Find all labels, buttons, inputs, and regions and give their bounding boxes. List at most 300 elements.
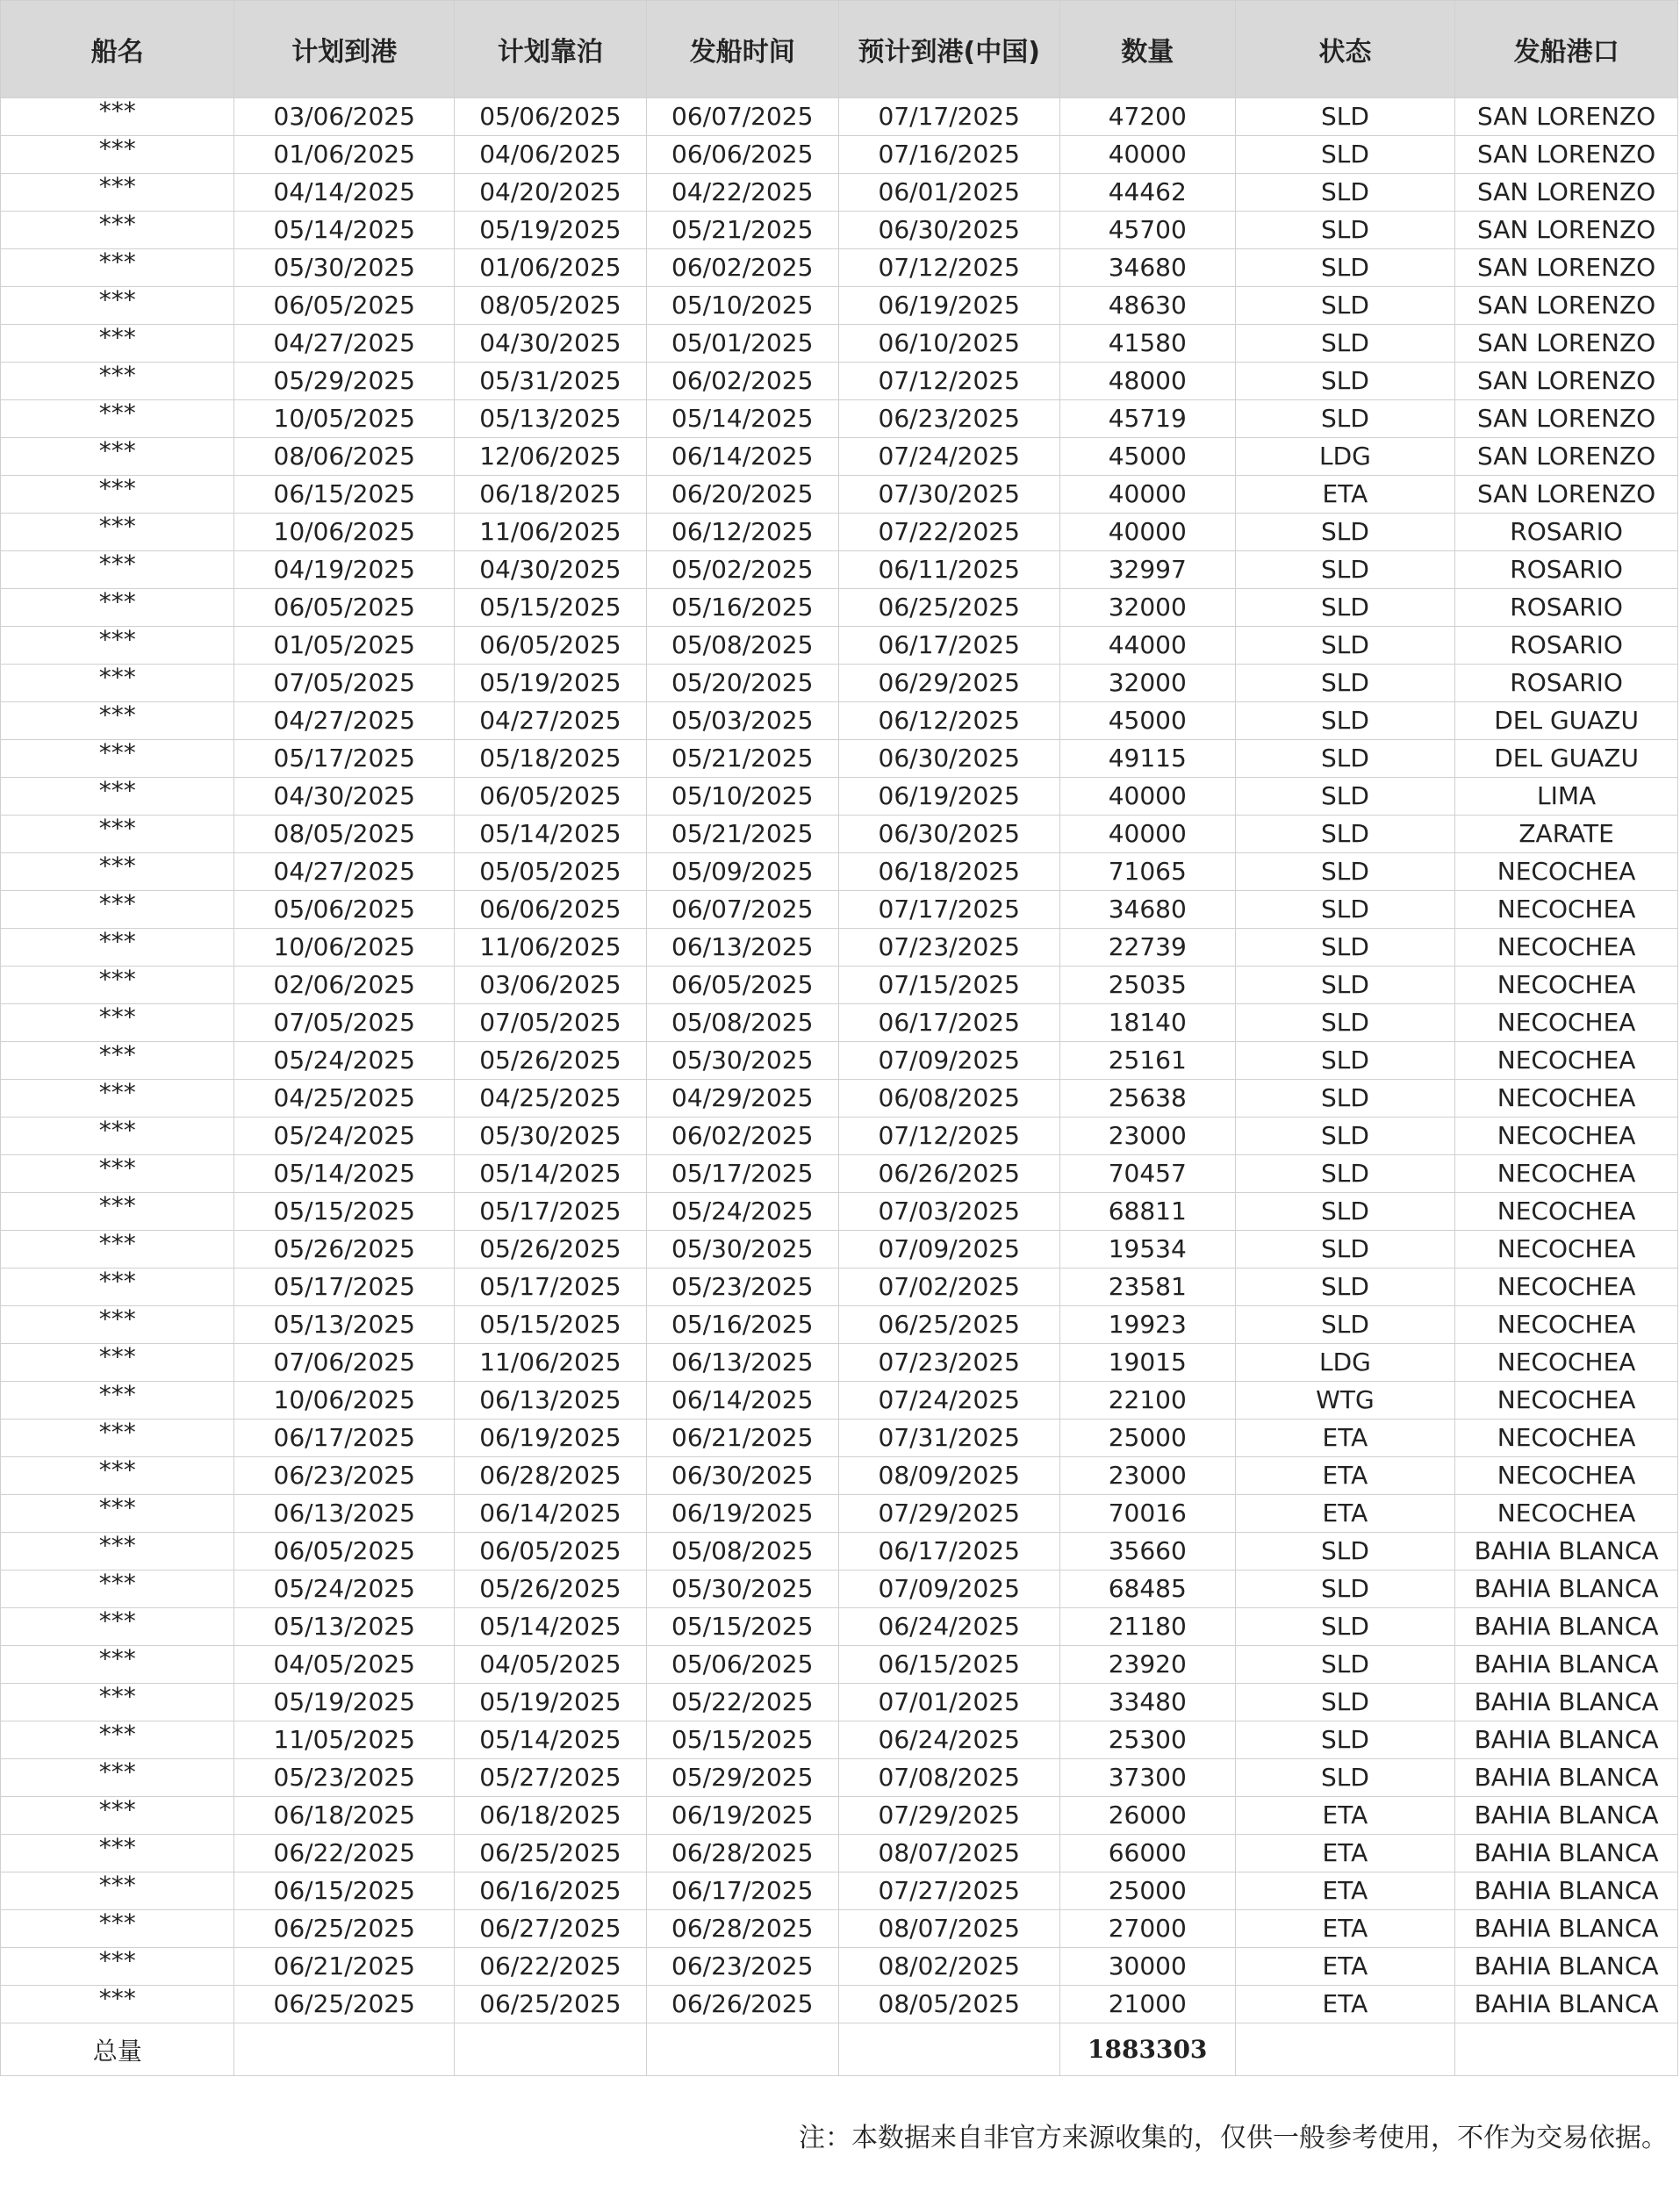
status-cell: SLD — [1235, 1004, 1455, 1042]
planned-berth-cell: 06/22/2025 — [454, 1948, 646, 1986]
eta-china-cell: 07/09/2025 — [838, 1042, 1059, 1080]
eta-china-cell: 06/26/2025 — [838, 1155, 1059, 1193]
eta-china-cell: 06/25/2025 — [838, 1306, 1059, 1344]
planned-berth-cell: 05/15/2025 — [454, 1306, 646, 1344]
quantity-cell: 26000 — [1059, 1797, 1235, 1835]
planned-berth-cell: 12/06/2025 — [454, 438, 646, 476]
empty-cell — [454, 2023, 646, 2076]
table-row — [1, 778, 1678, 816]
planned-berth-cell: 05/06/2025 — [454, 98, 646, 136]
departure-port-cell: BAHIA BLANCA — [1455, 1684, 1678, 1721]
departure-port-cell: SAN LORENZO — [1455, 363, 1678, 400]
planned-arrival-cell: 06/17/2025 — [234, 1420, 455, 1457]
departure-port-cell: SAN LORENZO — [1455, 212, 1678, 249]
status-cell: SLD — [1235, 212, 1455, 249]
eta-china-cell: 06/25/2025 — [838, 589, 1059, 627]
planned-berth-cell: 05/17/2025 — [454, 1193, 646, 1231]
quantity-cell: 25638 — [1059, 1080, 1235, 1118]
table-row — [1, 1344, 1678, 1382]
table-row — [1, 1269, 1678, 1306]
planned-berth-cell: 11/06/2025 — [454, 514, 646, 551]
eta-china-cell: 07/17/2025 — [838, 891, 1059, 929]
planned-berth-cell: 06/19/2025 — [454, 1420, 646, 1457]
departure-port-cell: SAN LORENZO — [1455, 325, 1678, 363]
planned-berth-cell: 01/06/2025 — [454, 249, 646, 287]
quantity-cell: 40000 — [1059, 136, 1235, 174]
ship-name-cell: *** — [1, 853, 234, 891]
departure-port-cell: BAHIA BLANCA — [1455, 1646, 1678, 1684]
ship-name-cell: *** — [1, 1721, 234, 1759]
quantity-cell: 19534 — [1059, 1231, 1235, 1269]
status-cell: SLD — [1235, 1042, 1455, 1080]
departure-port-cell: NECOCHEA — [1455, 1269, 1678, 1306]
quantity-cell: 23000 — [1059, 1118, 1235, 1155]
eta-china-cell: 06/19/2025 — [838, 287, 1059, 325]
departure-time-cell: 05/16/2025 — [646, 589, 838, 627]
planned-arrival-cell: 04/27/2025 — [234, 853, 455, 891]
status-cell: SLD — [1235, 778, 1455, 816]
departure-port-cell: NECOCHEA — [1455, 1420, 1678, 1457]
status-cell: SLD — [1235, 1118, 1455, 1155]
ship-name-cell: *** — [1, 249, 234, 287]
departure-time-cell: 06/28/2025 — [646, 1910, 838, 1948]
planned-berth-cell: 06/05/2025 — [454, 778, 646, 816]
departure-port-cell: NECOCHEA — [1455, 967, 1678, 1004]
departure-port-cell: SAN LORENZO — [1455, 98, 1678, 136]
table-row — [1, 476, 1678, 514]
table-row — [1, 816, 1678, 853]
planned-arrival-cell: 06/23/2025 — [234, 1457, 455, 1495]
departure-time-cell: 05/08/2025 — [646, 1004, 838, 1042]
eta-china-cell: 07/12/2025 — [838, 363, 1059, 400]
quantity-cell: 47200 — [1059, 98, 1235, 136]
quantity-cell: 19015 — [1059, 1344, 1235, 1382]
table-row — [1, 1155, 1678, 1193]
ship-name-cell: *** — [1, 1231, 234, 1269]
table-row — [1, 1608, 1678, 1646]
table-row — [1, 1910, 1678, 1948]
departure-port-cell: DEL GUAZU — [1455, 702, 1678, 740]
ship-name-cell: *** — [1, 1420, 234, 1457]
ship-name-cell: *** — [1, 400, 234, 438]
eta-china-cell: 06/29/2025 — [838, 665, 1059, 702]
eta-china-cell: 07/12/2025 — [838, 1118, 1059, 1155]
eta-china-cell: 08/07/2025 — [838, 1835, 1059, 1872]
status-cell: SLD — [1235, 929, 1455, 967]
eta-china-cell: 06/11/2025 — [838, 551, 1059, 589]
ship-name-cell: *** — [1, 1004, 234, 1042]
ship-name-cell: *** — [1, 1835, 234, 1872]
departure-time-cell: 05/29/2025 — [646, 1759, 838, 1797]
planned-berth-cell: 06/25/2025 — [454, 1986, 646, 2023]
ship-name-cell: *** — [1, 476, 234, 514]
table-row — [1, 1684, 1678, 1721]
table-row — [1, 514, 1678, 551]
planned-arrival-cell: 06/25/2025 — [234, 1910, 455, 1948]
departure-port-cell: SAN LORENZO — [1455, 400, 1678, 438]
quantity-cell: 32000 — [1059, 665, 1235, 702]
table-row — [1, 1646, 1678, 1684]
quantity-cell: 25300 — [1059, 1721, 1235, 1759]
status-cell: ETA — [1235, 1872, 1455, 1910]
departure-port-cell: NECOCHEA — [1455, 1231, 1678, 1269]
ship-name-cell: *** — [1, 136, 234, 174]
ship-name-cell: *** — [1, 1042, 234, 1080]
table-row — [1, 1759, 1678, 1797]
quantity-cell: 33480 — [1059, 1684, 1235, 1721]
planned-berth-cell: 05/30/2025 — [454, 1118, 646, 1155]
table-row — [1, 702, 1678, 740]
eta-china-cell: 07/01/2025 — [838, 1684, 1059, 1721]
eta-china-cell: 07/24/2025 — [838, 1382, 1059, 1420]
departure-time-cell: 06/17/2025 — [646, 1872, 838, 1910]
quantity-cell: 27000 — [1059, 1910, 1235, 1948]
eta-china-cell: 07/17/2025 — [838, 98, 1059, 136]
ship-name-cell: *** — [1, 1570, 234, 1608]
planned-arrival-cell: 06/18/2025 — [234, 1797, 455, 1835]
table-row — [1, 853, 1678, 891]
quantity-cell: 70016 — [1059, 1495, 1235, 1533]
planned-berth-cell: 06/18/2025 — [454, 476, 646, 514]
status-cell: SLD — [1235, 1721, 1455, 1759]
departure-time-cell: 06/05/2025 — [646, 967, 838, 1004]
departure-port-cell: BAHIA BLANCA — [1455, 1570, 1678, 1608]
status-cell: SLD — [1235, 551, 1455, 589]
eta-china-cell: 06/12/2025 — [838, 702, 1059, 740]
departure-time-cell: 05/30/2025 — [646, 1042, 838, 1080]
table-row — [1, 967, 1678, 1004]
table-row — [1, 136, 1678, 174]
ship-name-cell: *** — [1, 174, 234, 212]
planned-berth-cell: 05/14/2025 — [454, 1721, 646, 1759]
table-row — [1, 589, 1678, 627]
ship-name-cell: *** — [1, 967, 234, 1004]
quantity-cell: 68485 — [1059, 1570, 1235, 1608]
quantity-cell: 68811 — [1059, 1193, 1235, 1231]
table-row — [1, 249, 1678, 287]
ship-name-cell: *** — [1, 438, 234, 476]
table-footer — [1, 2023, 1678, 2076]
planned-berth-cell: 04/25/2025 — [454, 1080, 646, 1118]
ship-name-cell: *** — [1, 1080, 234, 1118]
table-row — [1, 1420, 1678, 1457]
quantity-cell: 37300 — [1059, 1759, 1235, 1797]
quantity-cell: 34680 — [1059, 249, 1235, 287]
departure-time-cell: 04/29/2025 — [646, 1080, 838, 1118]
planned-berth-cell: 04/27/2025 — [454, 702, 646, 740]
status-cell: SLD — [1235, 1193, 1455, 1231]
status-cell: LDG — [1235, 438, 1455, 476]
ship-name-cell: *** — [1, 1872, 234, 1910]
status-cell: SLD — [1235, 702, 1455, 740]
planned-arrival-cell: 05/14/2025 — [234, 212, 455, 249]
planned-berth-cell: 05/14/2025 — [454, 816, 646, 853]
ship-name-cell: *** — [1, 287, 234, 325]
status-cell: SLD — [1235, 400, 1455, 438]
ship-name-cell: *** — [1, 627, 234, 665]
table-row — [1, 1457, 1678, 1495]
table-row — [1, 1080, 1678, 1118]
planned-berth-cell: 06/25/2025 — [454, 1835, 646, 1872]
table-row — [1, 325, 1678, 363]
ship-name-cell: *** — [1, 891, 234, 929]
ship-name-cell: *** — [1, 325, 234, 363]
ship-name-cell: *** — [1, 589, 234, 627]
planned-berth-cell: 06/05/2025 — [454, 1533, 646, 1570]
eta-china-cell: 06/30/2025 — [838, 740, 1059, 778]
departure-time-cell: 05/22/2025 — [646, 1684, 838, 1721]
ship-name-cell: *** — [1, 1118, 234, 1155]
planned-berth-cell: 05/19/2025 — [454, 212, 646, 249]
status-cell: SLD — [1235, 1155, 1455, 1193]
planned-arrival-cell: 06/05/2025 — [234, 589, 455, 627]
planned-berth-cell: 11/06/2025 — [454, 1344, 646, 1382]
table-row — [1, 400, 1678, 438]
eta-china-cell: 07/22/2025 — [838, 514, 1059, 551]
planned-arrival-cell: 05/13/2025 — [234, 1306, 455, 1344]
planned-berth-cell: 03/06/2025 — [454, 967, 646, 1004]
table-row — [1, 1986, 1678, 2023]
ship-name-cell: *** — [1, 929, 234, 967]
planned-berth-cell: 05/14/2025 — [454, 1608, 646, 1646]
departure-port-cell: SAN LORENZO — [1455, 287, 1678, 325]
ship-name-cell: *** — [1, 1533, 234, 1570]
quantity-cell: 45700 — [1059, 212, 1235, 249]
planned-arrival-cell: 06/25/2025 — [234, 1986, 455, 2023]
quantity-cell: 71065 — [1059, 853, 1235, 891]
quantity-cell: 49115 — [1059, 740, 1235, 778]
departure-time-cell: 05/21/2025 — [646, 212, 838, 249]
planned-arrival-cell: 05/24/2025 — [234, 1042, 455, 1080]
departure-port-cell: ROSARIO — [1455, 551, 1678, 589]
departure-port-cell: NECOCHEA — [1455, 1193, 1678, 1231]
table-row — [1, 363, 1678, 400]
quantity-cell: 40000 — [1059, 816, 1235, 853]
planned-arrival-cell: 05/15/2025 — [234, 1193, 455, 1231]
table-row — [1, 212, 1678, 249]
ship-name-cell: *** — [1, 1948, 234, 1986]
departure-time-cell: 05/20/2025 — [646, 665, 838, 702]
planned-arrival-cell: 06/13/2025 — [234, 1495, 455, 1533]
table-row — [1, 1231, 1678, 1269]
planned-berth-cell: 06/14/2025 — [454, 1495, 646, 1533]
table-row — [1, 1570, 1678, 1608]
status-cell: ETA — [1235, 1835, 1455, 1872]
table-body — [1, 98, 1678, 2023]
table-row — [1, 551, 1678, 589]
planned-berth-cell: 05/19/2025 — [454, 1684, 646, 1721]
quantity-cell: 23920 — [1059, 1646, 1235, 1684]
departure-time-cell: 04/22/2025 — [646, 174, 838, 212]
planned-berth-cell: 05/17/2025 — [454, 1269, 646, 1306]
ship-name-cell: *** — [1, 665, 234, 702]
planned-berth-cell: 06/13/2025 — [454, 1382, 646, 1420]
departure-port-cell: SAN LORENZO — [1455, 476, 1678, 514]
departure-time-cell: 06/02/2025 — [646, 363, 838, 400]
planned-berth-cell: 05/26/2025 — [454, 1231, 646, 1269]
eta-china-cell: 07/23/2025 — [838, 929, 1059, 967]
empty-cell — [234, 2023, 455, 2076]
planned-berth-cell: 06/16/2025 — [454, 1872, 646, 1910]
ship-name-cell: *** — [1, 1759, 234, 1797]
table-row — [1, 174, 1678, 212]
ship-name-cell: *** — [1, 1193, 234, 1231]
status-cell: SLD — [1235, 1306, 1455, 1344]
status-cell: ETA — [1235, 1797, 1455, 1835]
status-cell: ETA — [1235, 1495, 1455, 1533]
header-planned-arrival: 计划到港 — [234, 1, 455, 98]
planned-arrival-cell: 06/05/2025 — [234, 287, 455, 325]
planned-arrival-cell: 05/06/2025 — [234, 891, 455, 929]
table-row — [1, 438, 1678, 476]
quantity-cell: 19923 — [1059, 1306, 1235, 1344]
planned-arrival-cell: 06/15/2025 — [234, 476, 455, 514]
status-cell: SLD — [1235, 1269, 1455, 1306]
planned-arrival-cell: 07/05/2025 — [234, 665, 455, 702]
eta-china-cell: 07/31/2025 — [838, 1420, 1059, 1457]
planned-berth-cell: 11/06/2025 — [454, 929, 646, 967]
departure-port-cell: BAHIA BLANCA — [1455, 1835, 1678, 1872]
planned-berth-cell: 06/18/2025 — [454, 1797, 646, 1835]
quantity-cell: 25035 — [1059, 967, 1235, 1004]
departure-time-cell: 06/14/2025 — [646, 1382, 838, 1420]
header-quantity: 数量 — [1059, 1, 1235, 98]
ship-name-cell: *** — [1, 702, 234, 740]
planned-arrival-cell: 05/24/2025 — [234, 1118, 455, 1155]
quantity-cell: 32000 — [1059, 589, 1235, 627]
departure-time-cell: 05/06/2025 — [646, 1646, 838, 1684]
planned-arrival-cell: 04/27/2025 — [234, 325, 455, 363]
planned-arrival-cell: 08/05/2025 — [234, 816, 455, 853]
status-cell: SLD — [1235, 1608, 1455, 1646]
departure-time-cell: 06/13/2025 — [646, 929, 838, 967]
planned-arrival-cell: 05/30/2025 — [234, 249, 455, 287]
planned-berth-cell: 07/05/2025 — [454, 1004, 646, 1042]
header-status: 状态 — [1235, 1, 1455, 98]
quantity-cell: 40000 — [1059, 514, 1235, 551]
planned-arrival-cell: 03/06/2025 — [234, 98, 455, 136]
quantity-cell: 23581 — [1059, 1269, 1235, 1306]
quantity-cell: 41580 — [1059, 325, 1235, 363]
departure-time-cell: 05/10/2025 — [646, 287, 838, 325]
departure-port-cell: SAN LORENZO — [1455, 174, 1678, 212]
eta-china-cell: 07/09/2025 — [838, 1231, 1059, 1269]
planned-berth-cell: 04/20/2025 — [454, 174, 646, 212]
table-row — [1, 891, 1678, 929]
departure-time-cell: 06/06/2025 — [646, 136, 838, 174]
departure-time-cell: 05/30/2025 — [646, 1570, 838, 1608]
ship-name-cell: *** — [1, 514, 234, 551]
status-cell: SLD — [1235, 1646, 1455, 1684]
quantity-cell: 66000 — [1059, 1835, 1235, 1872]
status-cell: SLD — [1235, 363, 1455, 400]
departure-time-cell: 05/03/2025 — [646, 702, 838, 740]
eta-china-cell: 07/02/2025 — [838, 1269, 1059, 1306]
eta-china-cell: 07/12/2025 — [838, 249, 1059, 287]
status-cell: WTG — [1235, 1382, 1455, 1420]
departure-port-cell: NECOCHEA — [1455, 1080, 1678, 1118]
ship-name-cell: *** — [1, 1382, 234, 1420]
quantity-cell: 21000 — [1059, 1986, 1235, 2023]
header-departure-time: 发船时间 — [646, 1, 838, 98]
departure-time-cell: 05/21/2025 — [646, 816, 838, 853]
departure-time-cell: 06/23/2025 — [646, 1948, 838, 1986]
ship-name-cell: *** — [1, 816, 234, 853]
quantity-cell: 25161 — [1059, 1042, 1235, 1080]
quantity-cell: 21180 — [1059, 1608, 1235, 1646]
eta-china-cell: 07/30/2025 — [838, 476, 1059, 514]
ship-name-cell: *** — [1, 98, 234, 136]
departure-port-cell: BAHIA BLANCA — [1455, 1533, 1678, 1570]
departure-port-cell: ROSARIO — [1455, 627, 1678, 665]
eta-china-cell: 07/03/2025 — [838, 1193, 1059, 1231]
departure-time-cell: 05/14/2025 — [646, 400, 838, 438]
eta-china-cell: 06/08/2025 — [838, 1080, 1059, 1118]
status-cell: SLD — [1235, 1080, 1455, 1118]
eta-china-cell: 07/29/2025 — [838, 1797, 1059, 1835]
planned-berth-cell: 06/05/2025 — [454, 627, 646, 665]
planned-berth-cell: 05/14/2025 — [454, 1155, 646, 1193]
planned-arrival-cell: 05/24/2025 — [234, 1570, 455, 1608]
quantity-cell: 25000 — [1059, 1420, 1235, 1457]
ship-name-cell: *** — [1, 1608, 234, 1646]
status-cell: SLD — [1235, 665, 1455, 702]
departure-port-cell: NECOCHEA — [1455, 1382, 1678, 1420]
departure-time-cell: 06/14/2025 — [646, 438, 838, 476]
departure-time-cell: 06/26/2025 — [646, 1986, 838, 2023]
planned-arrival-cell: 10/06/2025 — [234, 1382, 455, 1420]
departure-port-cell: NECOCHEA — [1455, 1118, 1678, 1155]
departure-port-cell: BAHIA BLANCA — [1455, 1608, 1678, 1646]
eta-china-cell: 06/17/2025 — [838, 1004, 1059, 1042]
planned-arrival-cell: 07/06/2025 — [234, 1344, 455, 1382]
departure-port-cell: NECOCHEA — [1455, 1004, 1678, 1042]
departure-time-cell: 05/30/2025 — [646, 1231, 838, 1269]
planned-arrival-cell: 01/06/2025 — [234, 136, 455, 174]
empty-cell — [838, 2023, 1059, 2076]
eta-china-cell: 08/02/2025 — [838, 1948, 1059, 1986]
status-cell: ETA — [1235, 1457, 1455, 1495]
table-row — [1, 1118, 1678, 1155]
departure-time-cell: 05/15/2025 — [646, 1721, 838, 1759]
ship-name-cell: *** — [1, 1495, 234, 1533]
departure-port-cell: BAHIA BLANCA — [1455, 1910, 1678, 1948]
table-row — [1, 1495, 1678, 1533]
empty-cell — [1235, 2023, 1455, 2076]
ship-name-cell: *** — [1, 1344, 234, 1382]
planned-berth-cell: 06/28/2025 — [454, 1457, 646, 1495]
quantity-cell: 18140 — [1059, 1004, 1235, 1042]
departure-port-cell: NECOCHEA — [1455, 1457, 1678, 1495]
planned-arrival-cell: 11/05/2025 — [234, 1721, 455, 1759]
eta-china-cell: 07/24/2025 — [838, 438, 1059, 476]
status-cell: SLD — [1235, 514, 1455, 551]
table-row — [1, 1721, 1678, 1759]
planned-arrival-cell: 01/05/2025 — [234, 627, 455, 665]
departure-port-cell: NECOCHEA — [1455, 1155, 1678, 1193]
status-cell: SLD — [1235, 967, 1455, 1004]
eta-china-cell: 07/23/2025 — [838, 1344, 1059, 1382]
table-row — [1, 1382, 1678, 1420]
status-cell: SLD — [1235, 1759, 1455, 1797]
planned-arrival-cell: 05/19/2025 — [234, 1684, 455, 1721]
planned-arrival-cell: 06/21/2025 — [234, 1948, 455, 1986]
empty-cell — [646, 2023, 838, 2076]
quantity-cell: 25000 — [1059, 1872, 1235, 1910]
departure-time-cell: 06/21/2025 — [646, 1420, 838, 1457]
eta-china-cell: 06/17/2025 — [838, 627, 1059, 665]
eta-china-cell: 06/24/2025 — [838, 1721, 1059, 1759]
